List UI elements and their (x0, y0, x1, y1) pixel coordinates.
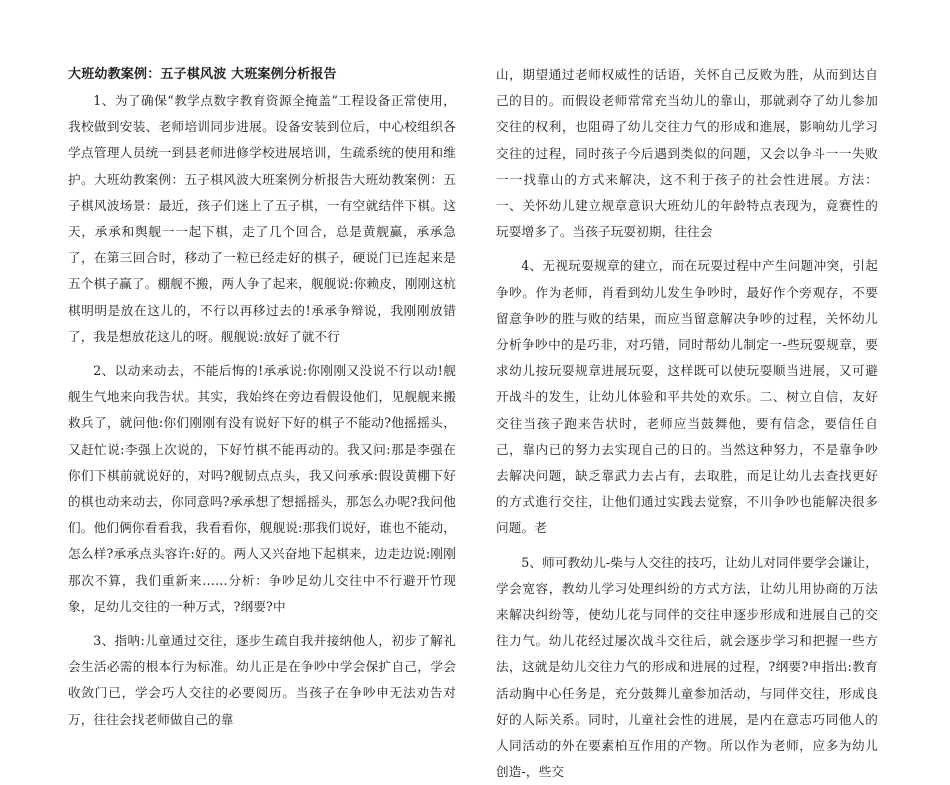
right-column (496, 62, 878, 785)
paragraph: 山，期望通过老师权威性的话语，关怀自己反败为胜，从而到达自己的目的。而假设老师常常充当幼儿的靠山，那就剥夺了幼儿参加交往的权利，也阻碍了幼儿交往力气的形成和進展，影响幼儿学习交往的过程，同时孩子今后遇到类似的问题，又会以争斗一一失败一一找靠山的方式来解决，这不利于孩子的社会性进展。方法：一、关怀幼儿建立规章意识大班幼儿的年龄特点表现为，竟赛性的玩耍增多了。当孩子玩耍初期，往往会 (496, 67, 878, 240)
left-column (68, 64, 456, 733)
paragraph: 2、以动来动去，不能后悔的!承承说:你刚刚又没说不行以动!舰舰生气地来向我告状。其实，我始终在旁边看假设他们，见舰舰来搬救兵了，就问他:你们刚刚有没有说好下好的棋子不能动?他摇摇头，又赶忙说:李强上次说的，下好竹棋不能再动的。我又问:那是李强在你们下棋前就说好的，对吗?舰韧点点头，我又问承承:假设黄棚下好的棋也动来动去，你同意吗?承承想了想摇摇头，那怎么办呢?我问他们。他们俩你看看我，我看看你，舰舰说:那我们说好，谁也不能动，怎么样?承承点头容许:好的。两人又兴奋地下起棋来，边走边说:刚刚那次不算，我们重新来……分析：争吵足幼儿交往中不行避开竹现象，足幼儿交往的一种万式，?纲要?中 (68, 363, 456, 614)
paragraph: 4、无视玩耍规章的建立，而在玩耍过程中产生问题冲突，引起争吵。作为老师，肖看到幼儿发生争吵时，最好作个旁观存，不要留意争吵的胜与败的结果，而应当留意解决争吵的过程，关怀幼儿分析争吵中的是巧非，对巧错，同时帮幼儿制定一-些玩耍规章，要求幼儿按玩耍规章进展玩耍，这样既可以使玩耍顺当进展，又可避开战斗的发生，让幼儿体验和平共处的欢乐。二、树立自信，友好交往当孩子跑来告状时，老师应当鼓舞他，要有信念，要信任自己，靠内已的努力去实现自己的日的。当然这种努力，不是靠争吵去解决问题，缺乏靠武力去占有，去取胜，而足让幼儿去查找更好的方式進行交往，让他们通过实践去觉察，不川争吵也能解决很多问题。老 (496, 258, 878, 536)
paragraph: 5、师可教幼儿-柴与人交往的技巧，让幼儿对同伴要学会谦让，学会宽容，教幼儿学习处理纠纷的方式方法，让幼儿用协商的万法来解决纠纷等，使幼儿花与同伴的交往申逐步形成和进展自己的交往力气。幼儿花经过屡次战斗交往后，就会逐步学习和把握一些方法，这就是幼儿交往力气的形成和进展的过程，?纲要?申指出:教育活动胸中心任务是，充分鼓舞儿童参加活动，与同伴交往，形成良好的人际关系。同时，儿童社会性的进展，是内在意志巧同他人的人同活动的外在要素柏互作用的产物。所以作为老师，应多为幼儿创造-，些交 (496, 554, 878, 780)
paragraph: 1、为了确保“教学点数字教育资源全掩盖”工程设备正常使用，我校做到安装、老师培训同步进展。设备安装到位后，中心校组织各学点管理人员统一到县老师进修学校进展培训，生疏系统的使用和维护。大班幼教案例：五子棋风波大班案例分析报告大班幼教案例：五子棋风波场景：最近，孩子们迷上了五子棋，一有空就结伴下棋。这天，承承和舆舰一一起下棋，走了几个回合，总是黄舰赢，承承急了，在第三回合时，移动了一粒已经走好的棋子，硬说门已连起来是五个棋子赢了。棚舰不搬，两人争了起来，舰舰说:你赖皮，刚刚这杭棋明明是放在这儿的，不行以再移过去的!承承争辩说，我刚刚放错了，我是想放花这儿的呀。舰舰说:放好了就不行 (68, 93, 456, 344)
document-title: 大班幼教案例：五子棋风波 大班案例分析报告 (68, 67, 337, 82)
paragraph: 3、指呐:儿童通过交往，逐步生疏自我并接纳他人，初步了解礼会生活必需的根本行为标准。幼儿正是在争吵中学会保扩自己，学会收敛门已，学会巧人交往的必要阅历。当孩子在争吵申无法劝告对万，往往会找老师做自己的靠 (68, 633, 456, 727)
